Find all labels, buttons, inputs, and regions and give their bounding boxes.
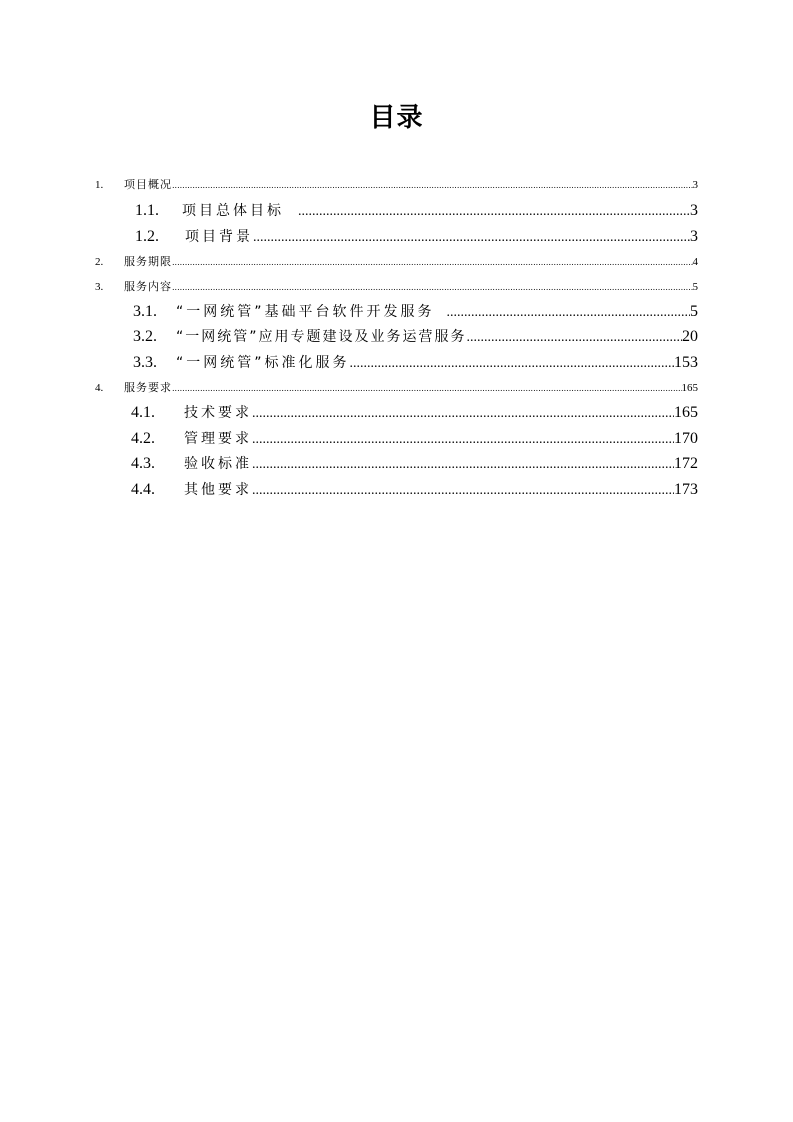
- toc-entry-4[interactable]: [95, 379, 698, 395]
- toc-leader: [252, 483, 674, 499]
- toc-entry-4-4[interactable]: [131, 479, 698, 499]
- toc-page: 5: [692, 281, 698, 293]
- toc-page: 20: [682, 328, 698, 345]
- toc-number: 4.4.: [131, 481, 155, 498]
- toc-label: 服务内容: [124, 280, 172, 293]
- toc-label: 项目总体目标: [182, 203, 284, 219]
- toc-page: 170: [674, 430, 698, 447]
- toc-entry-3-3[interactable]: [133, 352, 698, 372]
- toc-page: 165: [674, 404, 698, 421]
- toc-number: 2.: [95, 256, 104, 268]
- toc-page: 165: [681, 382, 698, 394]
- toc-entry-2[interactable]: [95, 253, 698, 269]
- toc-page: 173: [674, 481, 698, 498]
- toc-label: “一网统管”应用专题建设及业务运营服务: [176, 329, 467, 345]
- toc-leader: [172, 181, 693, 190]
- toc-entry-3[interactable]: [95, 278, 698, 294]
- toc-label: 项目背景: [185, 229, 253, 245]
- toc-leader: [172, 283, 693, 292]
- toc-number: 4.2.: [131, 430, 155, 447]
- toc-label: 服务要求: [124, 381, 172, 394]
- toc-label: 验收标准: [184, 456, 252, 472]
- toc-page: 153: [674, 354, 698, 371]
- toc-number: 3.2.: [133, 328, 157, 345]
- toc-number: 1.2.: [135, 228, 159, 245]
- toc-leader: [350, 356, 674, 372]
- toc-entry-4-1[interactable]: [131, 402, 698, 422]
- page-title: 目录: [369, 103, 424, 133]
- toc-page: 3: [690, 202, 698, 219]
- toc-leader: [252, 457, 674, 473]
- toc-number: 3.3.: [133, 354, 157, 371]
- toc-number: 1.: [95, 179, 104, 191]
- toc-label: 服务期限: [124, 255, 172, 268]
- toc-label: 技术要求: [184, 405, 252, 421]
- toc-entry-4-2[interactable]: [131, 428, 698, 448]
- toc-entry-1-1[interactable]: [135, 200, 698, 220]
- toc-page: 3: [692, 179, 698, 191]
- toc-page: 5: [690, 303, 698, 320]
- toc-entry-3-2[interactable]: [133, 326, 698, 346]
- toc-leader: [467, 330, 682, 346]
- toc-number: 3.: [95, 281, 104, 293]
- toc-number: 4.: [95, 382, 104, 394]
- toc-page: 3: [690, 228, 698, 245]
- toc-label: 其他要求: [184, 482, 252, 498]
- toc-page: 4: [692, 256, 698, 268]
- toc-leader: [298, 204, 690, 220]
- toc-number: 3.1.: [133, 303, 157, 320]
- toc-leader: [172, 384, 682, 393]
- toc-entry-3-1[interactable]: [133, 301, 698, 321]
- toc-number: 4.1.: [131, 404, 155, 421]
- toc-label: 管理要求: [184, 431, 252, 447]
- toc-entry-1[interactable]: [95, 176, 698, 192]
- toc-leader: [172, 258, 693, 267]
- toc-leader: [252, 432, 674, 448]
- toc-number: 1.1.: [135, 202, 159, 219]
- toc-label: “一网统管”标准化服务: [176, 355, 350, 371]
- toc-leader: [252, 406, 674, 422]
- toc-label: “一网统管”基础平台软件开发服务: [176, 304, 435, 320]
- toc-label: 项目概况: [124, 178, 172, 191]
- toc-entry-1-2[interactable]: [135, 226, 698, 246]
- toc-leader: [447, 305, 690, 321]
- toc-page: 172: [674, 455, 698, 472]
- toc-leader: [253, 230, 690, 246]
- toc-entry-4-3[interactable]: [131, 453, 698, 473]
- toc-number: 4.3.: [131, 455, 155, 472]
